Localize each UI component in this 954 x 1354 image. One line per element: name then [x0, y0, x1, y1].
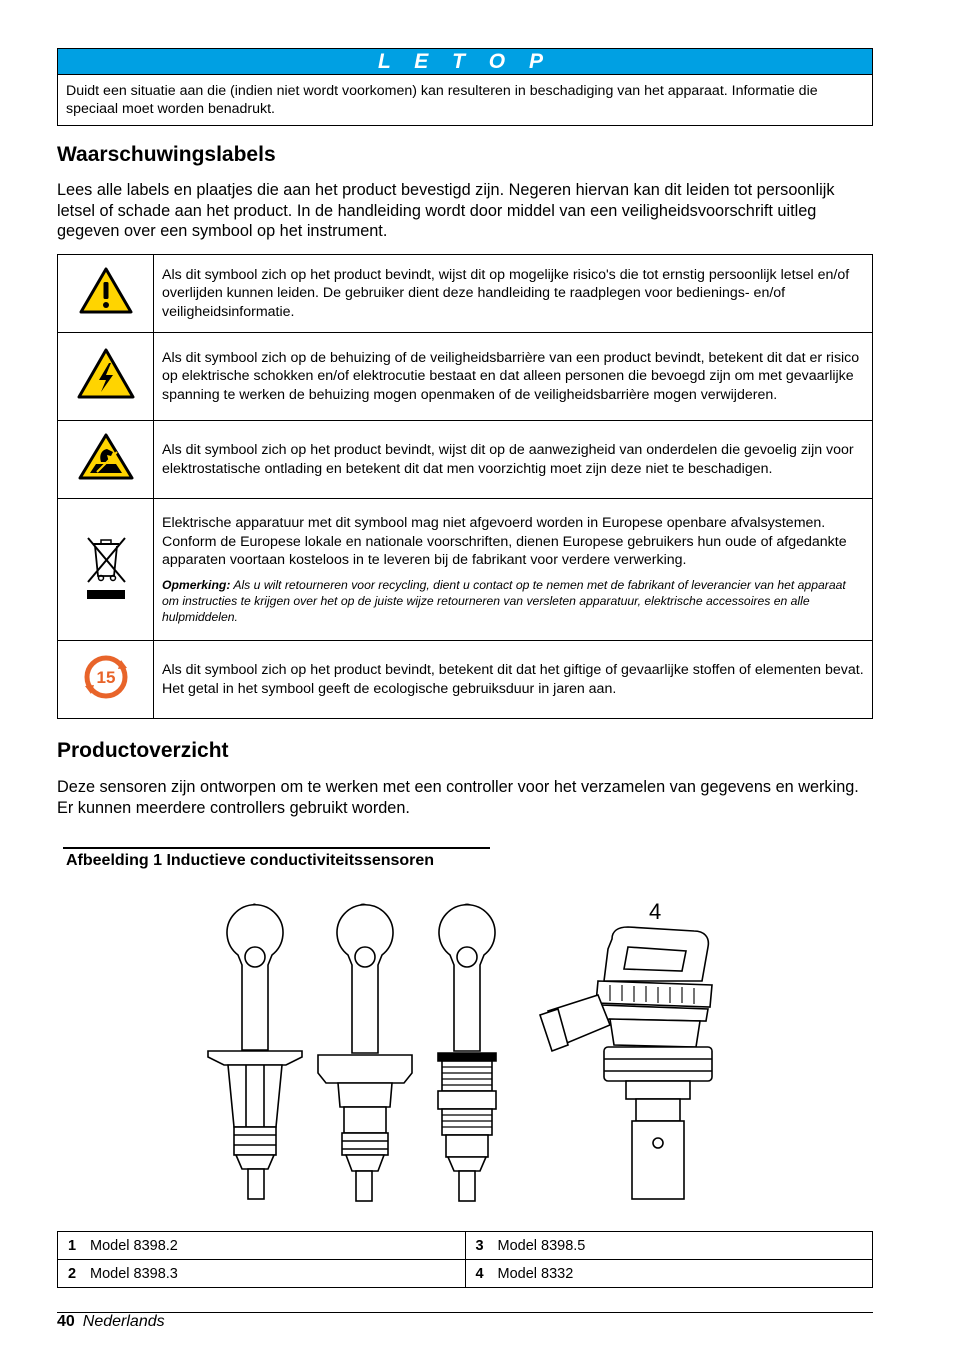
- legend-cell: [58, 1260, 466, 1288]
- legend-label: Model 8398.2: [90, 1237, 178, 1254]
- sensor-8398-3: [318, 905, 412, 1201]
- symbol-row: [58, 641, 873, 719]
- note: [162, 577, 864, 625]
- section-heading-warning-labels: Waarschuwingslabels: [57, 143, 276, 166]
- legend-label: Model 8332: [497, 1265, 574, 1282]
- sensor-8332: [540, 927, 712, 1199]
- sensor-figure: [200, 895, 720, 1205]
- footer-rule: [57, 1312, 873, 1313]
- symbol-cell: [58, 499, 154, 641]
- sensor-8398-2: [208, 905, 302, 1199]
- note-text: Als u wilt retourneren voor recycling, dient u contact op te nemen met de fabrikant of leverancier van het apparaat om instructies te krijgen over het op de juiste wijze retourneren van versleten apparatuur, elektrische accessoires en alle hulpmiddelen.: [162, 577, 846, 624]
- product-overview-intro: Deze sensoren zijn ontworpen om te werken met een controller voor het verzamelen van gegevens en werking. Er kunnen meerdere controllers gebruikt worden.: [57, 778, 859, 817]
- symbol-description: Als dit symbool zich op het product bevindt, betekent dit dat het giftige of gevaarlijke stoffen of elementen bevat. Het getal in het symbool geeft de ecologische gebruiksduur in jaren aan.: [154, 641, 873, 719]
- symbol-row: [58, 333, 873, 421]
- legend-cell: [465, 1260, 873, 1288]
- note-label: Opmerking:: [162, 577, 231, 592]
- esd-icon: [77, 432, 135, 482]
- symbol-row: [58, 499, 873, 641]
- symbol-description: Elektrische apparatuur met dit symbool mag niet afgevoerd worden in Europese openbare afvalsystemen. Conform de Europese lokale en nationale voorschriften, dienen Europese gebruikers hun oude of afgedankte apparaten voortaan kosteloos in te leveren bij de fabrikant voor verdere verwerking.: [162, 515, 847, 569]
- symbol-description: Als dit symbool zich op het product bevindt, wijst dit op mogelijke risico's die tot ernstig persoonlijk letsel en/of overlijden kunnen leiden. De gebruiker dient deze handleiding te raadplegen voor bedienings- en/of veiligheidsinformatie.: [154, 255, 873, 333]
- legend-row: [58, 1232, 873, 1260]
- footer-language: Nederlands: [82, 1313, 165, 1330]
- legend-number: 2: [68, 1265, 77, 1282]
- weee-crossed-bin-icon: [81, 532, 131, 602]
- notice-text: Duidt een situatie aan die (indien niet wordt voorkomen) kan resulteren in beschadiging van het apparaat. Informatie die speciaal moet worden benadrukt.: [66, 83, 818, 117]
- legend-number: 1: [68, 1237, 77, 1254]
- legend-label: Model 8398.5: [497, 1237, 586, 1254]
- symbol-cell: [58, 421, 154, 499]
- symbol-table: [57, 254, 873, 719]
- symbol-description: Als dit symbool zich op de behuizing of de veiligheidsbarrière van een product bevindt, betekent dit dat er risico op elektrische schokken en/of elektrocutie bestaat en dat alleen personen die bevoegd zijn om met gevaarlijke spanning te werken de behuizing mogen openmaken of de veiligheidsbarrière mogen verwijderen.: [154, 333, 873, 421]
- legend-label: Model 8398.3: [90, 1265, 178, 1282]
- figure-label-4: 4: [649, 899, 662, 924]
- legend-row: [58, 1260, 873, 1288]
- section-heading-product-overview: Productoverzicht: [57, 739, 229, 762]
- notice-title: L E T O P: [58, 49, 872, 75]
- sensor-8398-5: [438, 905, 496, 1201]
- symbol-row: [58, 255, 873, 333]
- page-footer: [57, 1313, 165, 1331]
- efup-15-icon: [81, 652, 131, 702]
- legend-cell: [58, 1232, 466, 1260]
- warning-triangle-icon: [78, 266, 134, 316]
- symbol-description-cell: [154, 499, 873, 641]
- electrical-hazard-icon: [76, 347, 136, 401]
- legend-number: 4: [475, 1265, 484, 1282]
- legend-number: 3: [475, 1237, 484, 1254]
- page-number: 40: [57, 1313, 75, 1330]
- legend-cell: [465, 1232, 873, 1260]
- notice-box: [57, 48, 873, 126]
- efup-number: 15: [96, 668, 115, 687]
- symbol-cell: [58, 255, 154, 333]
- symbol-cell: [58, 641, 154, 719]
- warning-labels-intro: Lees alle labels en plaatjes die aan het product bevestigd zijn. Negeren hiervan kan dit leiden tot persoonlijk letsel of schade aan het product. In de handleiding wordt door middel van een veiligheidsvoorschrift uitleg gegeven over een symbool op het instrument.: [57, 181, 835, 240]
- symbol-cell: [58, 333, 154, 421]
- figure-title: Afbeelding 1 Inductieve conductiviteitssensoren: [66, 852, 435, 869]
- figure-rule: [63, 847, 490, 849]
- symbol-row: [58, 421, 873, 499]
- symbol-description: Als dit symbool zich op het product bevindt, wijst dit op de aanwezigheid van onderdelen die gevoelig zijn voor elektrostatische ontlading en betekent dit dat men voorzichtig moet zijn deze niet te beschadigen.: [154, 421, 873, 499]
- figure-legend-table: [57, 1231, 873, 1288]
